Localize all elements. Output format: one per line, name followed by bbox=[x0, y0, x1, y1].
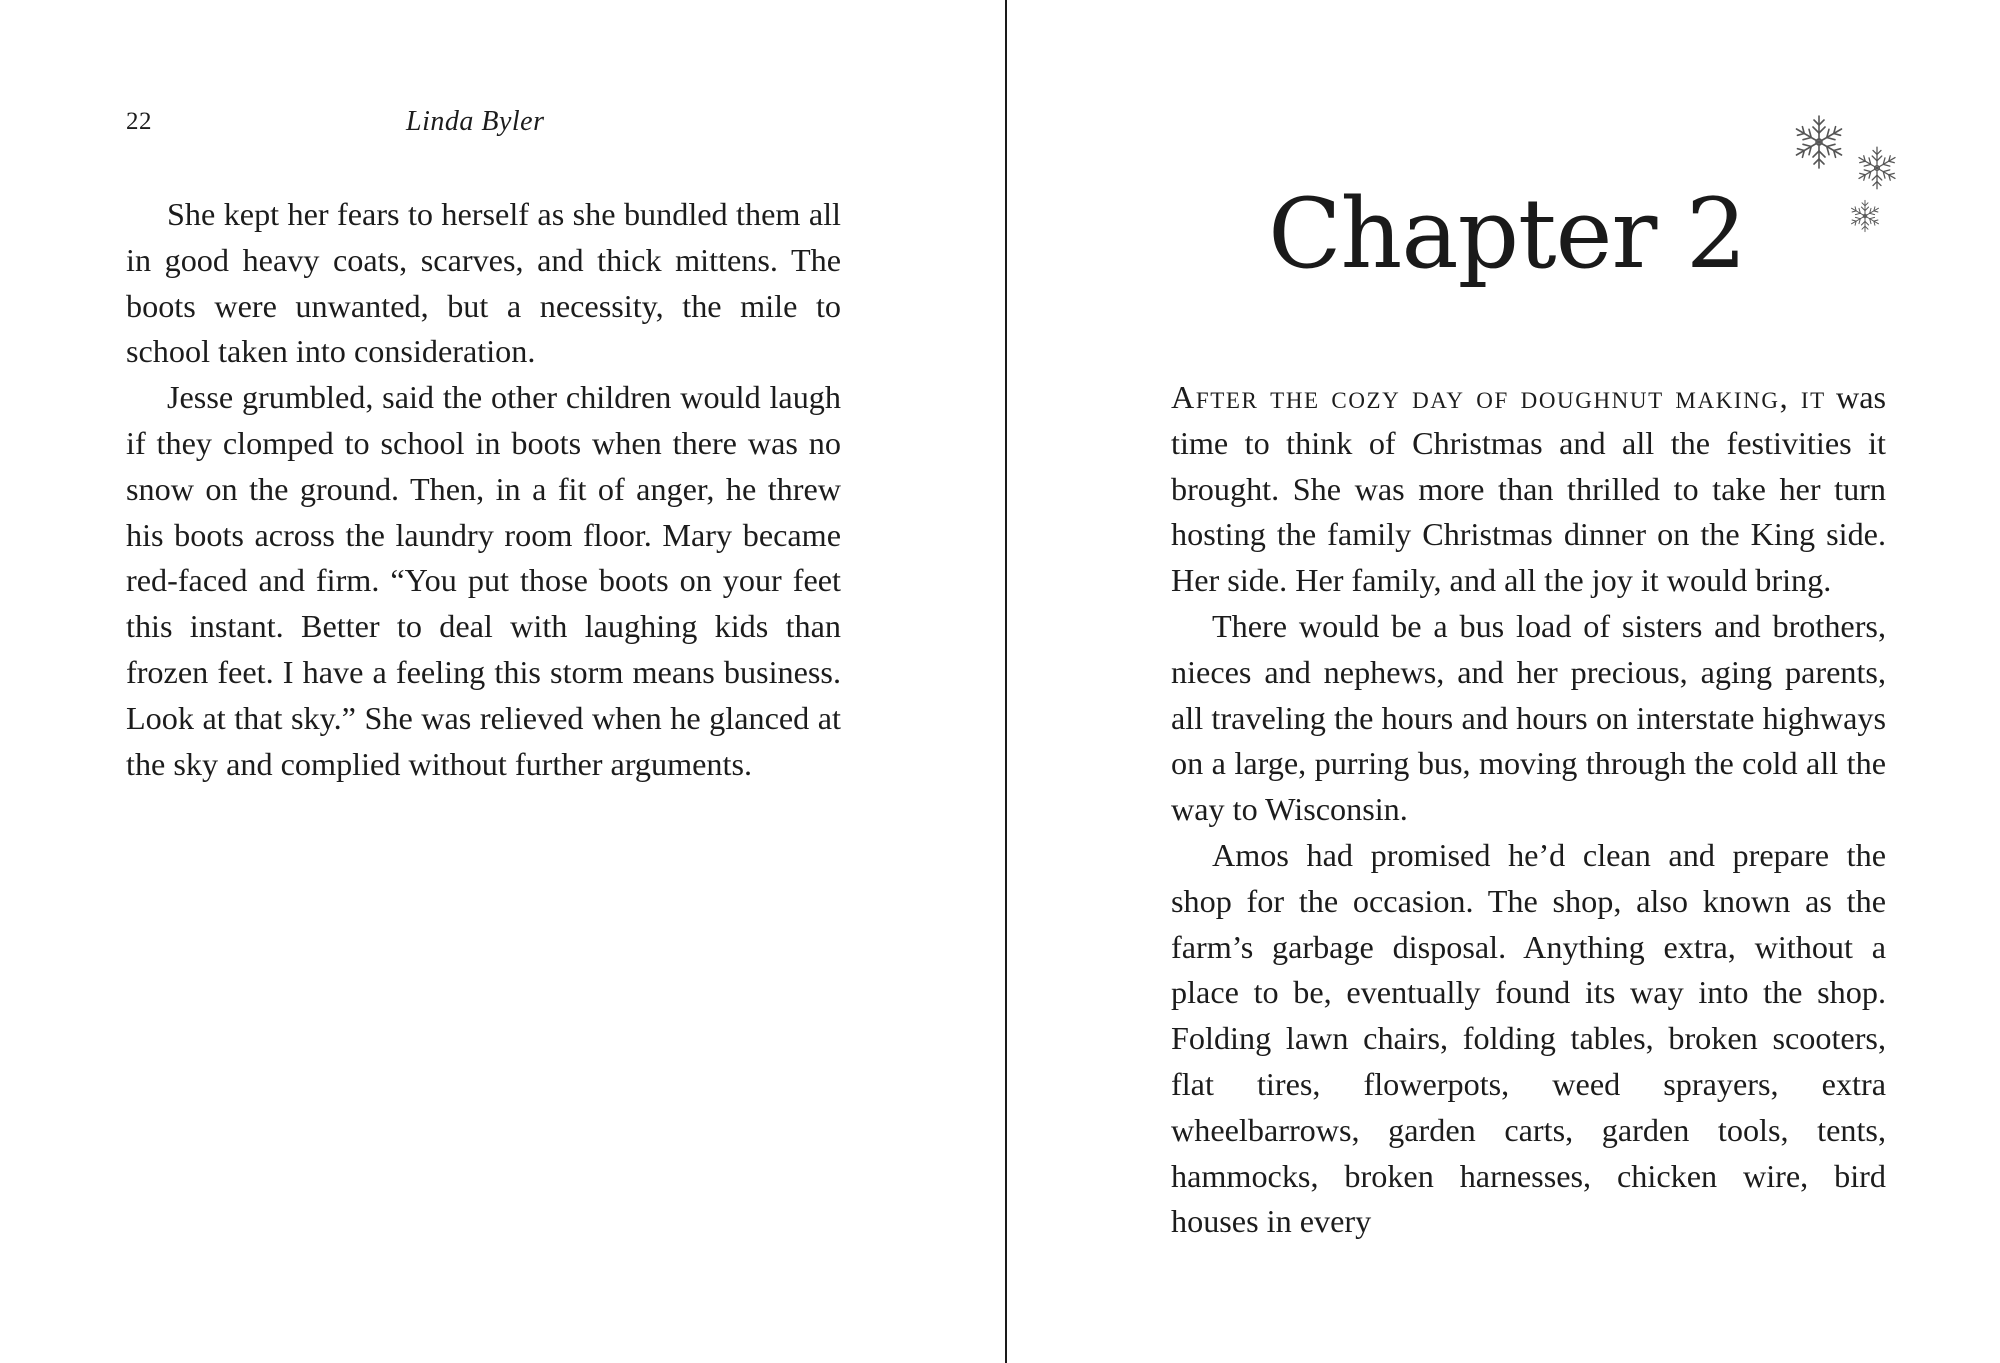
running-head-author: Linda Byler bbox=[406, 106, 545, 137]
right-body-text bbox=[1171, 375, 1886, 1245]
page-number: 22 bbox=[126, 108, 152, 135]
paragraph: There would be a bus load of sisters and brothers, nieces and nephews, and her precious, aging parents, all traveling the hours and hours on interstate highways on a large, purring bus, moving through the cold all the way to Wisconsin. bbox=[1171, 607, 1886, 828]
chapter-title: Chapter 2 bbox=[1268, 178, 1746, 290]
paragraph: She kept her fears to herself as she bundled them all in good heavy coats, scarves, and thick mittens. The boots were unwanted, but a necessity, the mile to school taken into consideration. bbox=[126, 196, 841, 370]
opening-smallcaps: After the cozy day of doughnut making, it bbox=[1171, 379, 1826, 415]
right-page bbox=[1007, 0, 2000, 1363]
left-body-text bbox=[126, 192, 841, 787]
opening-paragraph-text: was time to think of Christmas and all the festivities it brought. She was more than thrilled to take her turn hosting the family Christmas dinner on the King side. Her side. Her family, and all the joy it would bring. bbox=[1171, 379, 1887, 599]
paragraph: Amos had promised he’d clean and prepare the shop for the occasion. The shop, also known as the farm’s garbage disposal. Anything extra, without a place to be, eventually found its way into the shop. Folding lawn chairs, folding tables, broken scooters, flat tires, flowerpots, weed sprayers, extra wheelbarrows, garden carts, garden tools, tents, hammocks, broken harnesses, chicken wire, bird houses in every bbox=[1171, 836, 1886, 1240]
paragraph: Jesse grumbled, said the other children would laugh if they clomped to school in boots when there was no snow on the ground. Then, in a fit of anger, he threw his boots across the laundry room floor. Mary became red-faced and firm. “You put those boots on your feet this instant. Better to deal with laughing kids than frozen feet. I have a feeling this storm means business. Look at that sky.” She was relieved when he glanced at the sky and complied without further arguments. bbox=[126, 379, 841, 782]
opening-paragraph bbox=[1171, 375, 1886, 604]
